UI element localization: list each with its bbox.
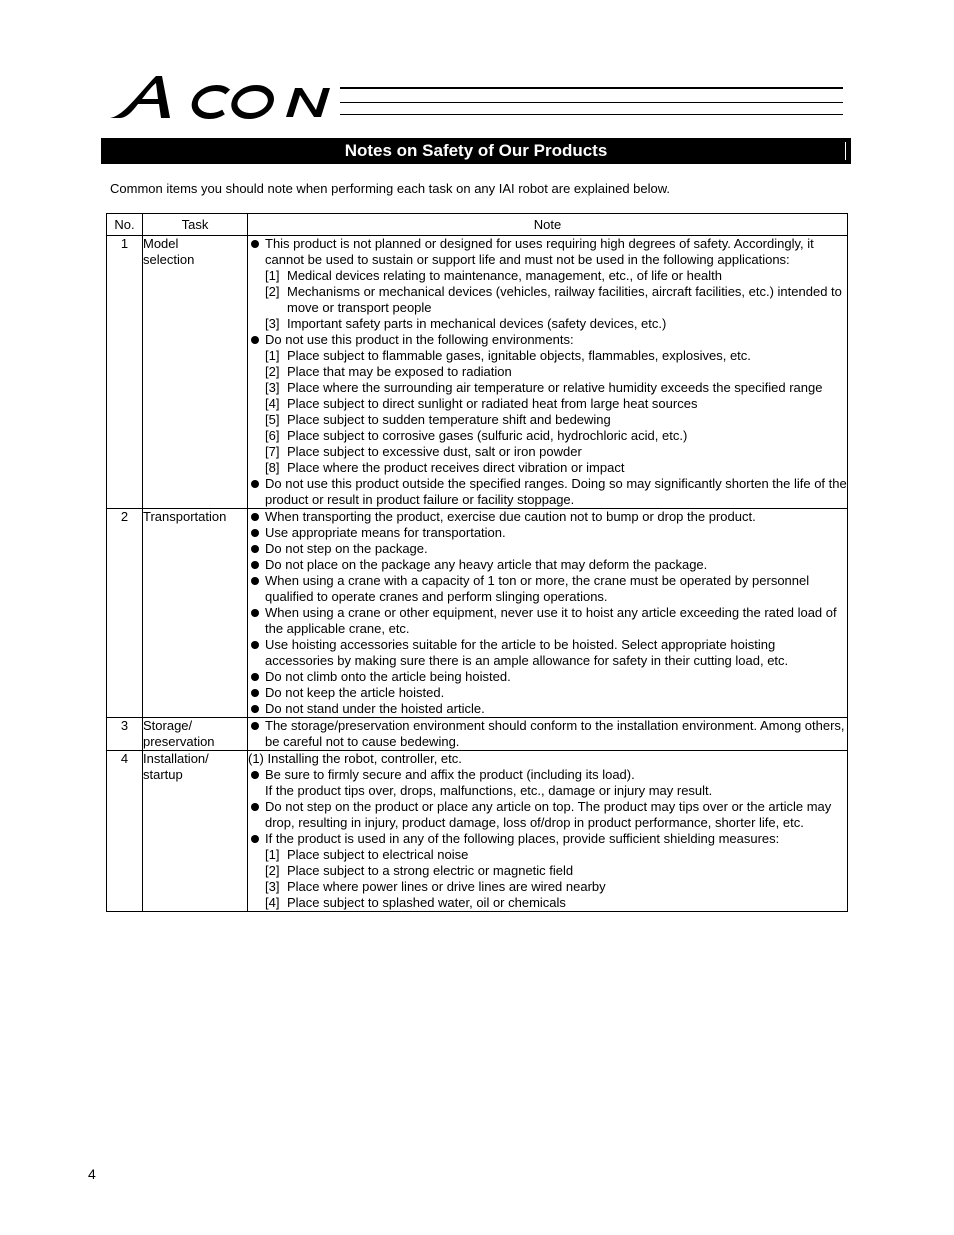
note-heading: (1) Installing the robot, controller, etc. [248,751,462,766]
note-text: Use appropriate means for transportation. [265,525,506,540]
note-bullet [248,332,847,348]
note-bullet [248,799,847,831]
note-text: Do not climb onto the article being hoisted. [265,669,511,684]
note-subitem [248,364,847,380]
note-bullet [248,525,847,541]
row-number: 2 [107,509,143,718]
note-text: Do not use this product in the following environments: [265,332,574,347]
bullet-dot-icon [251,561,259,569]
note-text: When using a crane with a capacity of 1 ton or more, the crane must be operated by personnel qualified to operate cranes and perform slinging operations. [265,573,810,604]
note-bullet [248,718,847,750]
bullet-dot-icon [251,545,259,553]
table-header-row [107,214,848,236]
subitem-text: Place subject to splashed water, oil or chemicals [287,895,566,910]
note-bullet [248,509,847,525]
subitem-number: [3] [265,380,280,395]
safety-notes-table [106,213,848,912]
row-number: 4 [107,751,143,912]
header-rule [340,87,843,115]
note-bullet [248,605,847,637]
bullet-dot-icon [251,529,259,537]
subitem-number: [8] [265,460,280,475]
bullet-dot-icon [251,609,259,617]
note-subitem [248,268,847,284]
column-header-task: Task [143,214,248,236]
subitem-text: Mechanisms or mechanical devices (vehicles, railway facilities, aircraft facilities, etc.) intended to move or transport people [287,284,842,315]
subitem-number: [6] [265,428,280,443]
row-notes [248,509,848,718]
note-subitem [248,460,847,476]
row-notes [248,751,848,912]
subitem-number: [1] [265,847,280,862]
note-bullet [248,767,847,799]
bullet-dot-icon [251,641,259,649]
table-row [107,718,848,751]
subitem-number: [2] [265,364,280,379]
subitem-text: Place where power lines or drive lines are wired nearby [287,879,606,894]
subitem-text: Medical devices relating to maintenance, management, etc., of life or health [287,268,723,283]
note-bullet [248,236,847,268]
note-subitem [248,284,847,316]
bullet-dot-icon [251,513,259,521]
subitem-number: [2] [265,284,280,299]
note-bullet [248,831,847,847]
subitem-number: [1] [265,268,280,283]
note-text: Do not stand under the hoisted article. [265,701,485,716]
note-bullet [248,541,847,557]
note-subitem [248,879,847,895]
note-text: Do not use this product outside the specified ranges. Doing so may significantly shorten the life of the product or result in product failure or facility stoppage. [265,476,847,507]
subitem-number: [5] [265,412,280,427]
subitem-text: Place subject to electrical noise [287,847,469,862]
page-title: Notes on Safety of Our Products [101,138,851,164]
bullet-dot-icon [251,803,259,811]
note-bullet [248,685,847,701]
bullet-dot-icon [251,771,259,779]
bullet-dot-icon [251,673,259,681]
subitem-text: Place subject to flammable gases, ignitable objects, flammables, explosives, etc. [287,348,751,363]
column-header-note: Note [248,214,848,236]
note-text: Do not keep the article hoisted. [265,685,445,700]
bullet-dot-icon [251,835,259,843]
row-notes [248,718,848,751]
subitem-text: Important safety parts in mechanical devices (safety devices, etc.) [287,316,667,331]
row-task: Installation/ startup [143,751,248,912]
note-bullet [248,637,847,669]
note-subitem [248,847,847,863]
subitem-number: [4] [265,396,280,411]
subitem-text: Place subject to sudden temperature shift and bedewing [287,412,611,427]
note-bullet [248,476,847,508]
bullet-dot-icon [251,722,259,730]
note-bullet [248,669,847,685]
subitem-number: [3] [265,879,280,894]
row-task: Storage/ preservation [143,718,248,751]
row-task: Transportation [143,509,248,718]
note-bullet [248,701,847,717]
note-subitem [248,428,847,444]
note-text: Do not step on the package. [265,541,428,556]
note-text: Do not step on the product or place any article on top. The product may tips over or the article may drop, resulting in injury, product damage, loss of/drop in product performance, shorter life, etc. [265,799,832,830]
subitem-number: [7] [265,444,280,459]
bullet-dot-icon [251,689,259,697]
column-header-no: No. [107,214,143,236]
note-text: When transporting the product, exercise due caution not to bump or drop the product. [265,509,756,524]
table-row [107,509,848,718]
bullet-dot-icon [251,336,259,344]
bullet-dot-icon [251,240,259,248]
note-subitem [248,895,847,911]
note-text: If the product is used in any of the following places, provide sufficient shielding measures: [265,831,780,846]
page-number: 4 [88,1166,96,1182]
note-subitem [248,380,847,396]
subitem-number: [1] [265,348,280,363]
subitem-number: [3] [265,316,280,331]
note-bullet [248,557,847,573]
bullet-dot-icon [251,577,259,585]
note-text: Use hoisting accessories suitable for the article to be hoisted. Select appropriate hoisting accessories by making sure there is an ample allowance for safety in their cutting load, etc. [265,637,789,668]
row-task: Model selection [143,236,248,509]
subitem-text: Place subject to direct sunlight or radiated heat from large heat sources [287,396,698,411]
subitem-text: Place subject to corrosive gases (sulfuric acid, hydrochloric acid, etc.) [287,428,688,443]
subitem-text: Place subject to excessive dust, salt or iron powder [287,444,582,459]
acon-logo [110,72,344,120]
row-number: 3 [107,718,143,751]
subitem-text: Place subject to a strong electric or magnetic field [287,863,574,878]
note-subitem [248,863,847,879]
note-text: The storage/preservation environment should conform to the installation environment. Among others, be careful not to cause bedewing. [265,718,845,749]
subitem-text: Place where the surrounding air temperature or relative humidity exceeds the specified range [287,380,823,395]
bullet-dot-icon [251,480,259,488]
bullet-dot-icon [251,705,259,713]
note-subitem [248,348,847,364]
subitem-text: Place that may be exposed to radiation [287,364,512,379]
note-text: Do not place on the package any heavy article that may deform the package. [265,557,708,572]
note-text: This product is not planned or designed for uses requiring high degrees of safety. Accordingly, it cannot be used to sustain or support life and must not be used in the following applications: [265,236,814,267]
note-subitem [248,412,847,428]
subitem-number: [4] [265,895,280,910]
note-subitem [248,316,847,332]
note-bullet [248,573,847,605]
note-text: When using a crane or other equipment, never use it to hoist any article exceeding the rated load of the applicable crane, etc. [265,605,837,636]
intro-text: Common items you should note when performing each task on any IAI robot are explained below. [110,181,671,196]
table-row [107,751,848,912]
note-subitem [248,396,847,412]
subitem-text: Place where the product receives direct vibration or impact [287,460,625,475]
note-text: Be sure to firmly secure and affix the product (including its load). If the product tips over, drops, malfunctions, etc., damage or injury may result. [265,767,713,798]
row-notes [248,236,848,509]
note-subitem [248,444,847,460]
row-number: 1 [107,236,143,509]
subitem-number: [2] [265,863,280,878]
table-row [107,236,848,509]
